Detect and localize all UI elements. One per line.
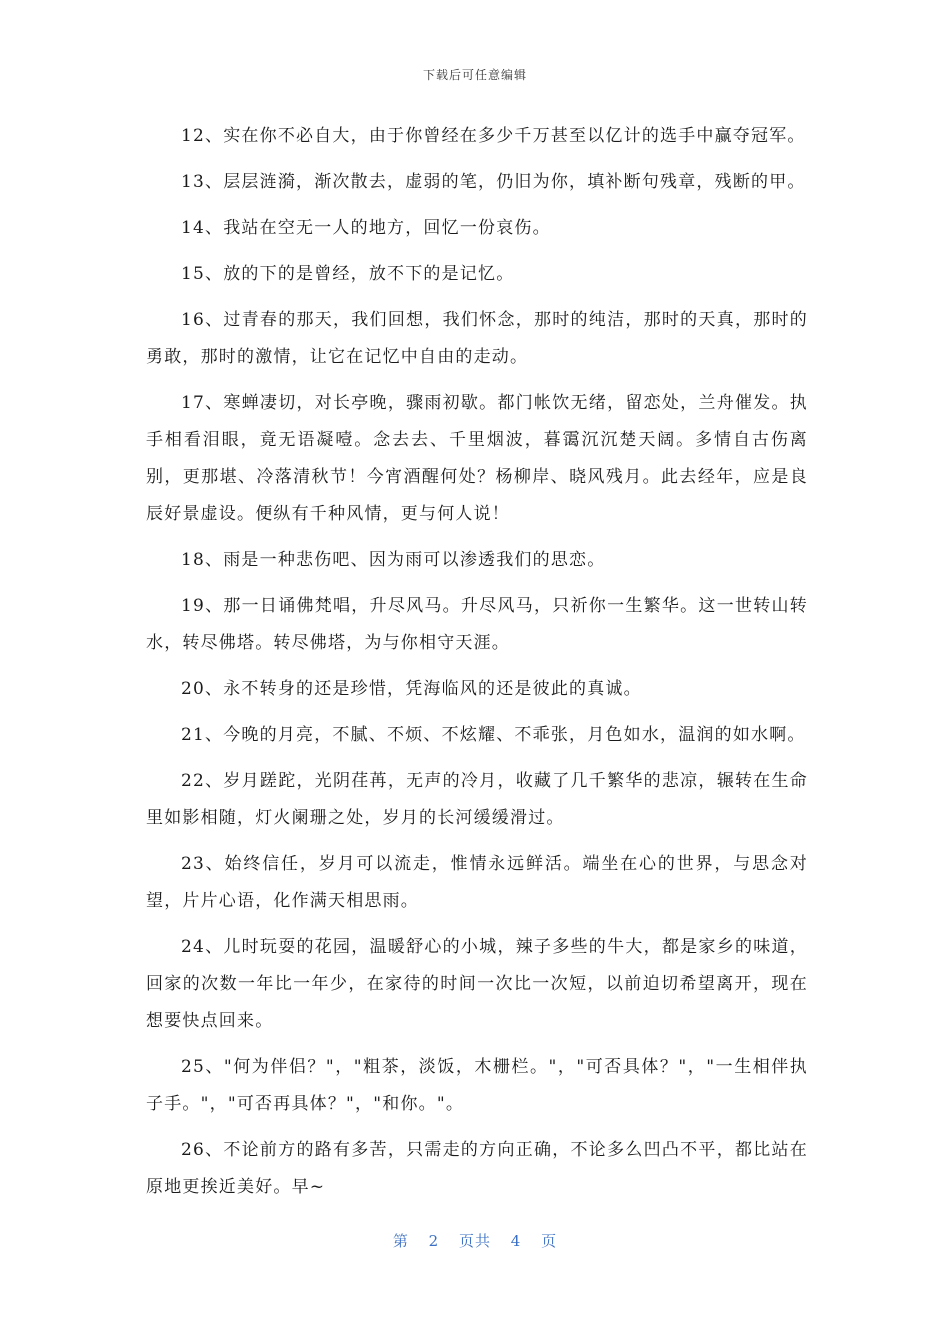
paragraph-23: 23、始终信任，岁月可以流走，惟情永远鲜活。端坐在心的世界，与思念对望，片片心语，化作满天相思雨。	[146, 854, 808, 911]
page-header: 下载后可任意编辑	[422, 68, 527, 82]
footer-middle: 页共	[458, 1232, 491, 1250]
paragraph-15: 15、放的下的是曾经，放不下的是记忆。	[181, 264, 515, 284]
paragraph-25: 25、"何为伴侣？"，"粗茶，淡饭，木栅栏。"，"可否具体？"，"一生相伴执子手。"，"可否再具体？"，"和你。"。	[146, 1057, 808, 1114]
paragraph-20: 20、永不转身的还是珍惜，凭海临风的还是彼此的真诚。	[181, 679, 642, 699]
paragraph-16: 16、过青春的那天，我们回想，我们怀念，那时的纯洁，那时的天真，那时的勇敢，那时的激情，让它在记忆中自由的走动。	[146, 310, 808, 367]
paragraph-24: 24、儿时玩耍的花园，温暖舒心的小城，辣子多些的牛大，都是家乡的味道，回家的次数一年比一年少，在家待的时间一次比一次短，以前迫切希望离开，现在想要快点回来。	[146, 937, 808, 1031]
footer-suffix: 页	[541, 1232, 558, 1250]
paragraph-26: 26、不论前方的路有多苦，只需走的方向正确，不论多么凹凸不平，都比站在原地更挨近美好。早~	[146, 1140, 808, 1197]
paragraph-22: 22、岁月蹉跎，光阴荏苒，无声的冷月，收藏了几千繁华的悲凉，辗转在生命里如影相随，灯火阑珊之处，岁月的长河缓缓滑过。	[146, 771, 808, 828]
document-body	[146, 118, 808, 1215]
paragraph-14: 14、我站在空无一人的地方，回忆一份哀伤。	[181, 218, 551, 238]
paragraph-19: 19、那一日诵佛梵唱，升尽风马。升尽风马，只祈你一生繁华。这一世转山转水，转尽佛塔。转尽佛塔，为与你相守天涯。	[146, 596, 808, 653]
paragraph-13: 13、层层涟漪，渐次散去，虚弱的笔，仍旧为你，填补断句残章，残断的甲。	[181, 172, 806, 192]
paragraph-17: 17、寒蝉凄切，对长亭晚，骤雨初歇。都门帐饮无绪，留恋处，兰舟催发。执手相看泪眼，竟无语凝噎。念去去、千里烟波，暮霭沉沉楚天阔。多情自古伤离别，更那堪、冷落清秋节！今宵酒醒何处？杨柳岸、晓风残月。此去经年，应是良辰好景虚设。便纵有千种风情，更与何人说！	[146, 393, 808, 524]
paragraph-21: 21、今晚的月亮，不腻、不烦、不炫耀、不乖张，月色如水，温润的如水啊。	[181, 725, 806, 745]
footer-prefix: 第	[392, 1232, 409, 1250]
paragraph-18: 18、雨是一种悲伤吧、因为雨可以渗透我们的思恋。	[181, 550, 606, 570]
page-footer	[0, 1230, 950, 1251]
paragraph-12: 12、实在你不必自大，由于你曾经在多少千万甚至以亿计的选手中赢夺冠军。	[181, 126, 806, 146]
footer-page-number: 2	[428, 1232, 440, 1250]
footer-total-pages: 4	[510, 1232, 522, 1250]
